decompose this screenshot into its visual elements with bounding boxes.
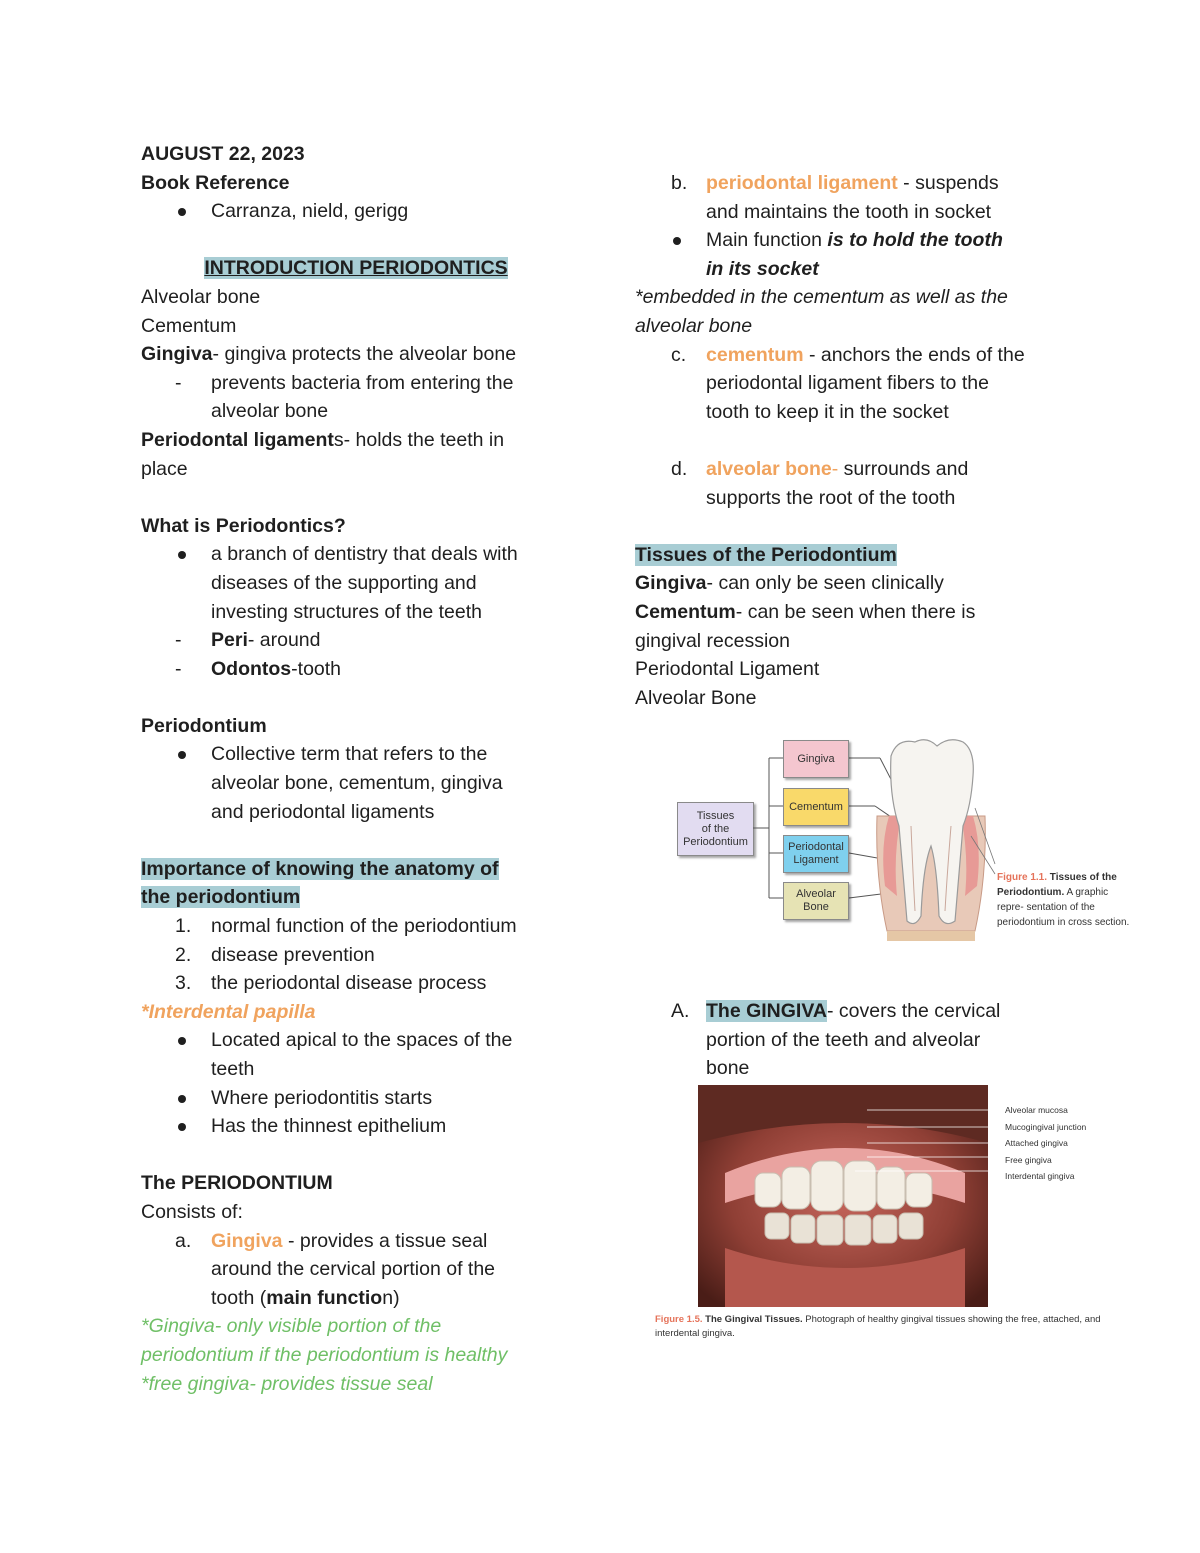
- bullet-icon: [178, 1037, 186, 1045]
- green-note: periodontium if the periodontium is healthy: [141, 1343, 508, 1366]
- bullet-icon: [178, 751, 186, 759]
- importance-item: 2. disease prevention: [175, 943, 375, 966]
- embedded-note: *embedded in the cementum as well as the: [635, 286, 1008, 309]
- label-mucogingival-junction: Mucogingival junction: [1005, 1121, 1087, 1132]
- pdl-definition-cont: place: [141, 457, 188, 480]
- green-note: *Gingiva- only visible portion of the: [141, 1315, 442, 1338]
- date-heading: AUGUST 22, 2023: [141, 143, 305, 165]
- tissue-cementum: Cementum- can be seen when there is: [635, 600, 976, 623]
- embedded-note: alveolar bone: [635, 314, 753, 337]
- bullet-icon: [178, 208, 186, 216]
- what-bullet: a branch of dentistry that deals with diseases of the supporting and investing structures of the teeth: [141, 540, 571, 626]
- gingiva-sub-item: - prevents bacteria from entering the alveolar bone: [175, 371, 514, 423]
- gingiva-definition: Gingiva- gingiva protects the alveolar bone: [141, 343, 517, 366]
- bullet-icon: [178, 1095, 186, 1103]
- left-column: [141, 140, 571, 1398]
- consists-item-d: d. alveolar bone- surrounds and supports the root of the tooth: [671, 457, 969, 509]
- bullet-icon: [673, 237, 681, 245]
- book-reference-heading: Book Reference: [141, 171, 290, 194]
- intro-line: Cementum: [141, 314, 237, 337]
- gingiva-item-a: A. The GINGIVA- covers the cervical portion of the teeth and alveolar bone: [671, 1000, 1001, 1080]
- consists-item-b: b. periodontal ligament - suspends and maintains the tooth in socket: [671, 172, 999, 223]
- papilla-bullet: Has the thinnest epithelium: [141, 1112, 571, 1141]
- importance-heading: Importance of knowing the anatomy of: [141, 857, 499, 880]
- papilla-bullet: Where periodontitis starts: [141, 1084, 571, 1113]
- green-note: *free gingiva- provides tissue seal: [141, 1372, 433, 1395]
- importance-item: 3. the periodontal disease process: [175, 972, 487, 995]
- papilla-heading: *Interdental papilla: [141, 1000, 316, 1023]
- bullet-icon: [178, 551, 186, 559]
- tissues-diagram-figure: [675, 736, 1135, 966]
- gingival-photo-figure: [655, 1083, 1115, 1353]
- consists-of: Consists of:: [141, 1200, 243, 1223]
- the-periodontium-heading: The PERIODONTIUM: [141, 1172, 333, 1195]
- tissue-pdl: Periodontal Ligament: [635, 658, 820, 681]
- label-alveolar-mucosa: Alveolar mucosa: [1005, 1105, 1068, 1115]
- peri-item: - Peri- around: [175, 629, 321, 652]
- figure2-caption: Figure 1.5. The Gingival Tissues. Photograph of healthy gingival tissues showing the free, attached, and interdental gingiva.: [655, 1314, 1101, 1339]
- diagram-box-cementum: Cementum: [783, 788, 849, 826]
- tissue-alveolar-bone: Alveolar Bone: [635, 686, 757, 709]
- tissues-heading: Tissues of the Periodontium: [635, 543, 897, 566]
- right-column: [635, 169, 1095, 712]
- bullet-icon: [178, 1123, 186, 1131]
- diagram-box-gingiva: Gingiva: [783, 740, 849, 778]
- diagram-main-box: Tissues of the Periodontium: [677, 802, 754, 856]
- intro-line: Alveolar bone: [141, 285, 261, 308]
- book-reference-item: Carranza, nield, gerigg: [141, 197, 571, 226]
- diagram-box-pdl: Periodontal Ligament: [783, 835, 849, 873]
- odontos-item: - Odontos-tooth: [175, 657, 342, 680]
- label-attached-gingiva: Attached gingiva: [1005, 1138, 1068, 1148]
- tooth-icon: [877, 740, 986, 941]
- importance-item: 1. normal function of the periodontium: [175, 915, 517, 938]
- diagram-connectors: [675, 736, 1135, 966]
- figure1-caption: Figure 1.1. Tissues of the Periodontium. A graphic repre- sentation of the periodontium in cross section.: [997, 872, 1130, 928]
- label-interdental-gingiva: Interdental gingiva: [1005, 1171, 1075, 1181]
- papilla-bullet: Located apical to the spaces of the teeth: [141, 1026, 571, 1083]
- what-heading: What is Periodontics?: [141, 514, 346, 537]
- tissue-gingiva: Gingiva- can only be seen clinically: [635, 572, 944, 595]
- diagram-box-alveolar-bone: Alveolar Bone: [783, 882, 849, 920]
- periodontium-bullet: Collective term that refers to the alveolar bone, cementum, gingiva and periodontal ligaments: [141, 740, 571, 826]
- pdl-function-bullet: Main function is to hold the tooth in its socket: [635, 226, 1095, 283]
- photo-labels: [1005, 1102, 1086, 1185]
- consists-item-c: c. cementum - anchors the ends of the periodontal ligament fibers to the tooth to keep it in the socket: [671, 343, 1025, 423]
- intro-heading: INTRODUCTION PERIODONTICS: [204, 257, 508, 280]
- importance-heading-cont: the periodontium: [141, 886, 301, 909]
- pdl-definition: Periodontal ligaments- holds the teeth in: [141, 428, 505, 451]
- tissue-cementum-cont: gingival recession: [635, 629, 791, 652]
- label-free-gingiva: Free gingiva: [1005, 1154, 1052, 1165]
- consists-item-a: a. Gingiva - provides a tissue seal around the cervical portion of the tooth (main function): [175, 1229, 496, 1309]
- periodontium-heading: Periodontium: [141, 714, 267, 737]
